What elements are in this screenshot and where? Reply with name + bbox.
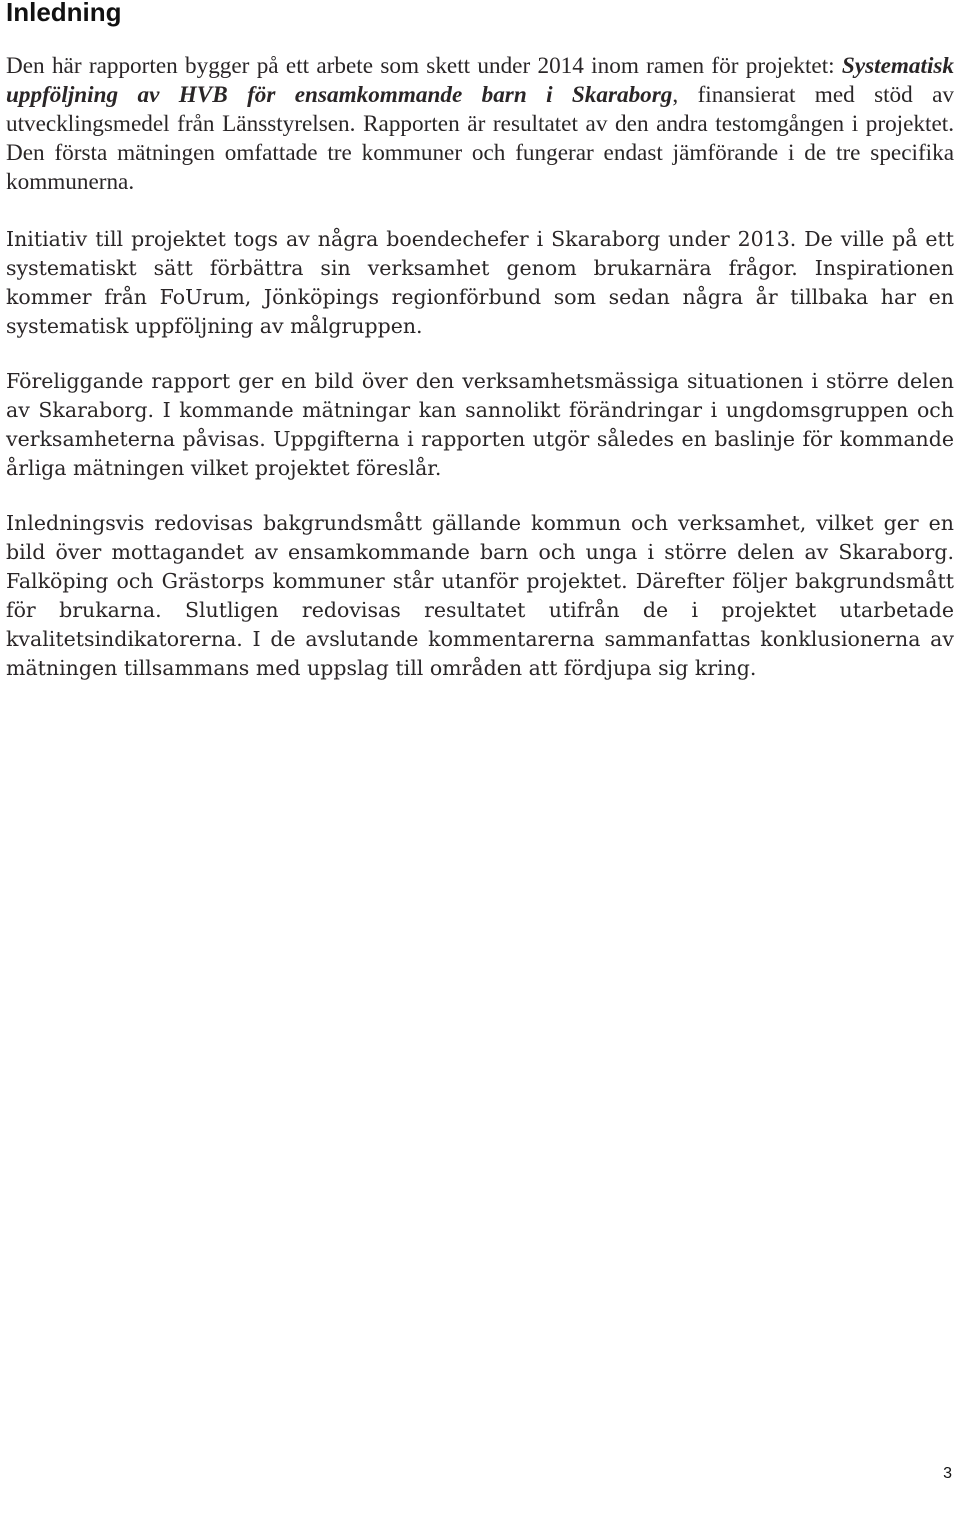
section-heading: Inledning: [6, 0, 122, 27]
paragraph-intro-lead: Den här rapporten bygger på ett arbete som skett under 2014 inom ramen för projektet:: [6, 53, 842, 79]
paragraph-intro-tail: , finansierat med stöd av utvecklingsmedel från Länsstyrelsen. Rapporten är resultatet av den andra testomgången i projektet. Den första mätningen omfattade tre kommuner och fungerar endast jämförande i de tre specifika kommunerna.: [6, 82, 954, 195]
page-number: 3: [943, 1465, 952, 1482]
paragraph-outline-text: Inledningsvis redovisas bakgrundsmått gällande kommun och verksamhet, vilket ger en bild över mottagandet av ensamkommande barn och unga i större delen av Skaraborg. Falköping och Grästorps kommuner står utanför projektet. Därefter följer bakgrundsmått för brukarna. Slutligen redovisas resultatet utifrån de i projektet utarbetade kvalitetsindikatorerna. I de avslutande kommentarerna sammanfattas konklusionerna av mätningen tillsammans med uppslag till områden att fördjupa sig kring.: [6, 511, 954, 680]
paragraph-initiative-text: Initiativ till projektet togs av några boendechefer i Skaraborg under 2013. De ville på ett systematiskt sätt förbättra sin verksamhet genom brukarnära frågor. Inspirationen kommer från FoUrum, Jönköpings regionförbund som sedan några år tillbaka har en systematisk uppföljning av målgruppen.: [6, 227, 954, 338]
paragraph-report-scope: [6, 367, 954, 483]
paragraph-report-scope-text: Föreliggande rapport ger en bild över den verksamhetsmässiga situationen i större delen av Skaraborg. I kommande mätningar kan sannolikt förändringar i ungdomsgruppen och verksamheterna påvisas. Uppgifterna i rapporten utgör således en baslinje för kommande årliga mätningen vilket projektet föreslår.: [6, 369, 954, 480]
paragraph-outline: [6, 509, 954, 683]
paragraph-intro-text: [6, 52, 954, 197]
paragraph-initiative: [6, 225, 954, 341]
project-title: Systematisk uppföljning av HVB för ensamkommande barn i Skaraborg: [6, 53, 954, 108]
paragraph-intro: [6, 52, 954, 197]
